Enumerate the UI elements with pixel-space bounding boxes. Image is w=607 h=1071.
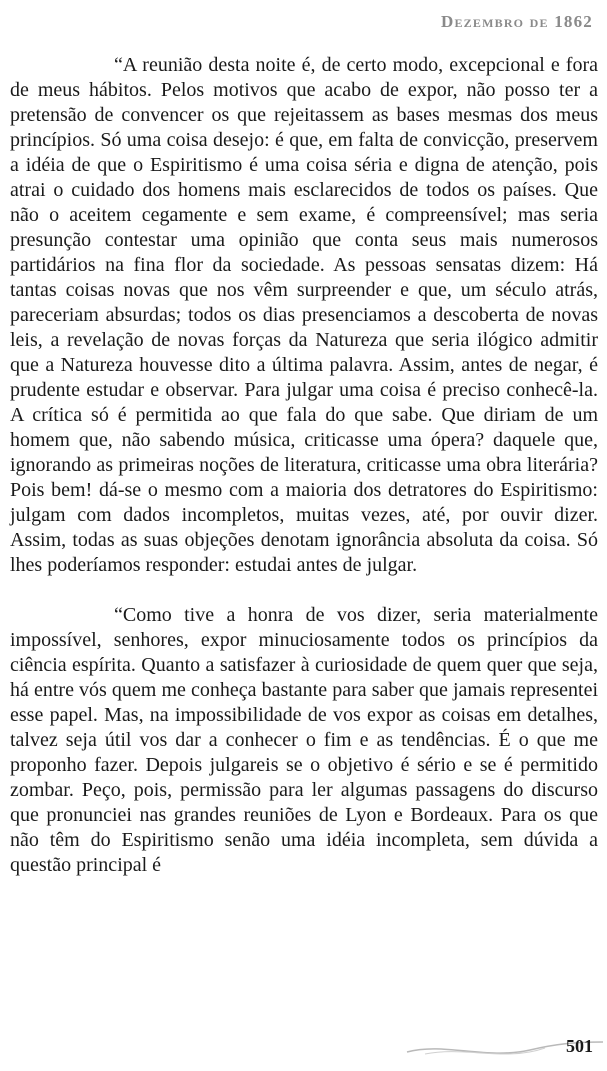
page-number: 501 <box>566 1036 593 1056</box>
body-text <box>10 53 598 878</box>
paragraph-2: “Como tive a honra de vos dizer, seria materialmente impossível, senhores, expor minuciosamente todos os princípios da ciência espírita. Quanto a satisfazer à curiosidade de quem quer que seja, há entre vós quem me conheça bastante para saber que jamais representei esse papel. Mas, na impossibilidade de vos expor as coisas em detalhes, talvez seja útil vos dar a conhecer o fim e as tendências. É o que me proponho fazer. Depois julgareis se o objetivo é sério e se é permitido zombar. Peço, pois, permissão para ler algumas passagens do discurso que pronunciei nas grandes reuniões de Lyon e Bordeaux. Para os que não têm do Espiritismo senão uma idéia incompleta, sem dúvida a questão principal é <box>10 604 598 876</box>
paragraph-1: “A reunião desta noite é, de certo modo, excepcional e fora de meus hábitos. Pelos motivos que acabo de expor, não posso ter a pretensão de convencer os que rejeitassem as bases mesmas dos meus princípios. Só uma coisa desejo: é que, em falta de convicção, preservem a idéia de que o Espiritismo é uma coisa séria e digna de atenção, pois atrai o cuidado dos homens mais esclarecidos de todos os países. Que não o aceitem cegamente e sem exame, é compreensível; mas seria presunção contestar uma opinião que conta seus mais numerosos partidários na fina flor da sociedade. As pessoas sensatas dizem: Há tantas coisas novas que nos vêm surpreender e que, um século atrás, pareceriam absurdas; todos os dias presenciamos a descoberta de novas leis, a revelação de novas forças da Natureza que seria ilógico admitir que a Natureza houvesse dito a última palavra. Assim, antes de negar, é prudente estudar e observar. Para julgar uma coisa é preciso conhecê-la. A crítica só é permitida ao que fala do que sabe. Que diriam de um homem que, não sabendo música, criticasse uma ópera? daquele que, ignorando as primeiras noções de literatura, criticasse uma obra literária? Pois bem! dá-se o mesmo com a maioria dos detratores do Espiritismo: julgam com dados incompletos, muitas vezes, até, por ouvir dizer. Assim, todas as suas objeções denotam ignorância absoluta da coisa. Só lhes poderíamos responder: estudai antes de julgar. <box>10 54 598 576</box>
running-header: Dezembro de 1862 <box>441 12 593 31</box>
